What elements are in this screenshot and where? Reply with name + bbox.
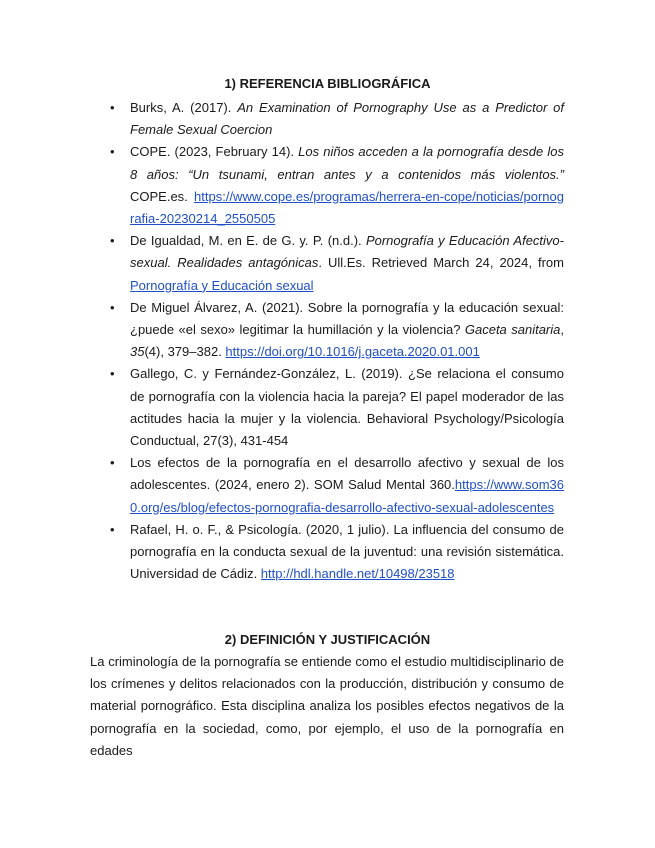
reference-text: COPE. (2023, February 14). [130, 144, 299, 160]
reference-text: Rafael, H. o. F., & Psicología. (2020, 1 julio). La influencia del consumo de pornografía en la conducta sexual de la juventud: una revisión sistemática. Universidad de Cádiz. [130, 521, 564, 582]
reference-link[interactable]: Pornografía y Educación sexual [130, 277, 314, 293]
reference-item [110, 230, 564, 297]
reference-item [110, 519, 564, 586]
reference-link[interactable]: https://www.cope.es/programas/herrera-en-cope/noticias/pornografia-20230214_2550505 [130, 188, 564, 227]
bullet-dot-icon: • [110, 366, 115, 382]
section-2-title: 2) DEFINICIÓN Y JUSTIFICACIÓN [224, 632, 431, 647]
reference-volume: 35 [130, 344, 145, 360]
reference-journal: Gaceta sanitaria [464, 322, 561, 338]
reference-text: De Miguel Álvarez, A. (2021). Sobre la pornografía y la educación sexual: ¿puede «el sexo» legitimar la humillación y la violencia? [130, 299, 564, 338]
bullet-dot-icon: • [110, 299, 115, 315]
bullet-dot-icon: • [110, 455, 115, 471]
reference-item [110, 363, 564, 452]
reference-text: Burks, A. (2017). [130, 100, 238, 115]
reference-text: COPE.es. [130, 188, 195, 204]
reference-text: , [560, 322, 564, 338]
reference-title: An Examination of Pornography Use as a Predictor of Female Sexual Coercion [130, 100, 565, 138]
bullet-dot-icon: • [110, 144, 115, 160]
section-1-title: 1) REFERENCIA BIBLIOGRÁFICA [224, 76, 431, 91]
justification-paragraph: La criminología de la pornografía se entiende como el estudio multidisciplinario de los crímenes y delitos relacionados con la producción, distribución y consumo de material pornográfico. Esta disciplina analiza los posibles efectos negativos de la pornografía en la sociedad, como, por ejemplo, el uso de la pornografía en edades [90, 654, 564, 758]
reference-text: Los efectos de la pornografía en el desarrollo afectivo y sexual de los adolescentes. (2024, enero 2). SOM Salud Mental 360. [130, 455, 564, 493]
reference-text: Gallego, C. y Fernández-González, L. (2019). ¿Se relaciona el consumo de pornografía con la violencia hacia la pareja? El papel moderador de las actitudes hacia la mujer y la violencia. Behavioral Psychology/Psicología Conductual, 27(3), 431-454 [130, 366, 564, 449]
reference-link[interactable]: https://doi.org/10.1016/j.gaceta.2020.01.001 [225, 344, 480, 360]
reference-title: Pornografía y Educación Afectivo-sexual. Realidades antagónicas [130, 233, 564, 271]
reference-title: Los niños acceden a la pornografía desde los 8 años: “Un tsunami, entran antes y a contenidos más violentos.” [130, 144, 564, 182]
reference-text: . Ull.Es. Retrieved March 24, 2024, from [318, 255, 564, 271]
reference-link[interactable]: http://hdl.handle.net/10498/23518 [260, 566, 455, 582]
reference-item [110, 297, 564, 364]
reference-item [110, 452, 564, 519]
reference-text: (4), 379–382. [144, 344, 226, 360]
bullet-dot-icon: • [110, 100, 115, 115]
bullet-dot-icon: • [110, 521, 115, 537]
reference-item [110, 141, 564, 230]
reference-item [110, 97, 564, 141]
reference-text: De Igualdad, M. en E. de G. y. P. (n.d.). [130, 233, 366, 249]
reference-list [110, 97, 564, 585]
bullet-dot-icon: • [110, 233, 115, 249]
reference-link[interactable]: https://www.som360.org/es/blog/efectos-pornografia-desarrollo-afectivo-sexual-adolescentes [130, 477, 564, 515]
